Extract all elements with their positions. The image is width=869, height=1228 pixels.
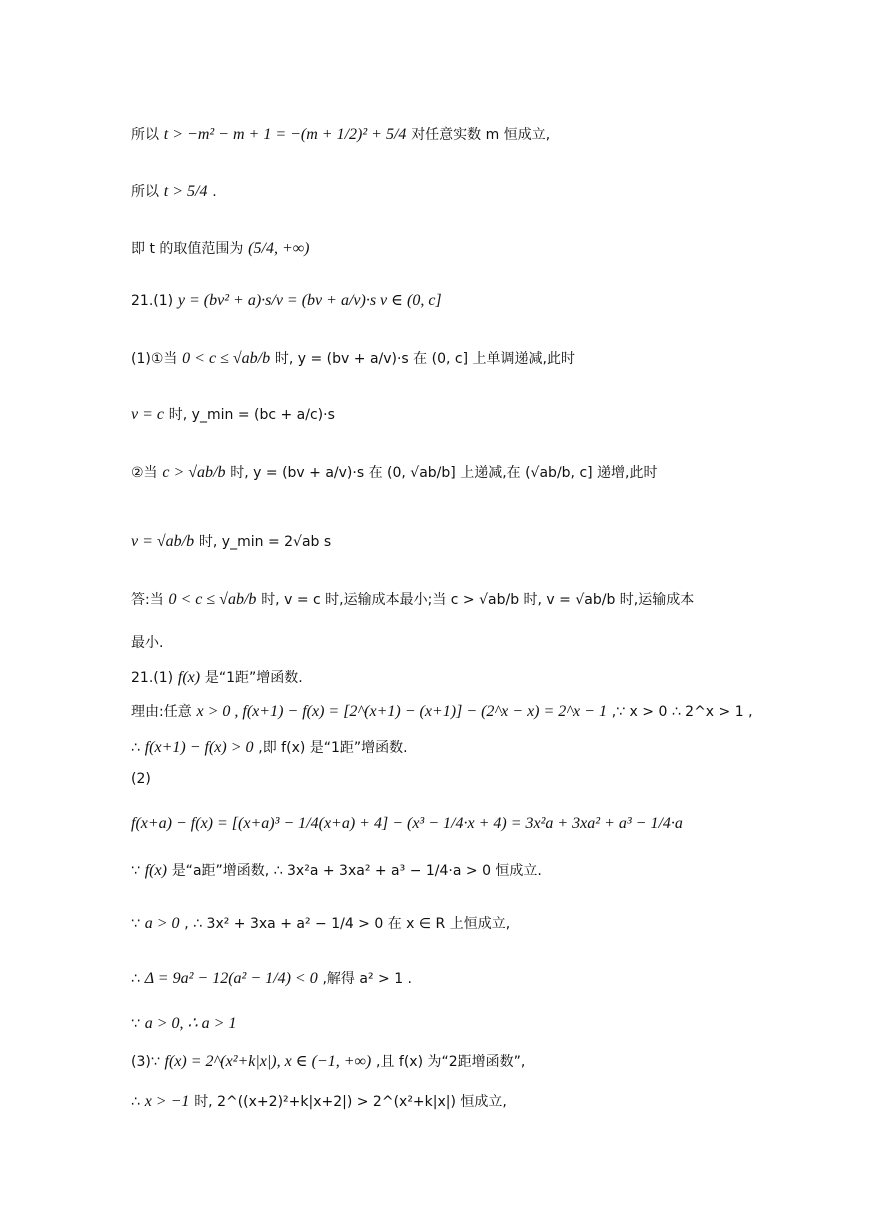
text-line: 即 t 的取值范围为 (5/4, +∞) bbox=[131, 240, 310, 257]
text-line: 答:当 0 < c ≤ √ab/b 时, v = c 时,运输成本最小;当 c > √ab/b 时, v = √ab/b 时,运输成本 bbox=[131, 591, 695, 608]
text-line: ∵ a > 0, ∴ a > 1 bbox=[131, 1015, 237, 1032]
text-line: 理由:任意 x > 0 , f(x+1) − f(x) = [2^(x+1) − (x+1)] − (2^x − x) = 2^x − 1 ,∵ x > 0 ∴ 2^x > 1 , bbox=[131, 703, 753, 720]
text-line: ∵ a > 0 , ∴ 3x² + 3xa + a² − 1/4 > 0 在 x ∈ R 上恒成立, bbox=[131, 915, 511, 932]
text-line: 21.(1) y = (bv² + a)·s/v = (bv + a/v)·s v ∈ (0, c] bbox=[131, 292, 442, 309]
text-line: ∵ f(x) 是“a距”增函数, ∴ 3x²a + 3xa² + a³ − 1/4·a > 0 恒成立. bbox=[131, 862, 542, 879]
text-line: (1)①当 0 < c ≤ √ab/b 时, y = (bv + a/v)·s 在 (0, c] 上单调递减,此时 bbox=[131, 350, 575, 367]
text-line: 所以 t > −m² − m + 1 = −(m + 1/2)² + 5/4 对任意实数 m 恒成立, bbox=[131, 126, 551, 143]
text-line: v = c 时, y_min = (bc + a/c)·s bbox=[131, 406, 335, 423]
text-line: v = √ab/b 时, y_min = 2√ab s bbox=[131, 533, 332, 550]
text-line: ∴ f(x+1) − f(x) > 0 ,即 f(x) 是“1距”增函数. bbox=[131, 739, 408, 756]
text-line: ∴ x > −1 时, 2^((x+2)²+k|x+2|) > 2^(x²+k|x|) 恒成立, bbox=[131, 1093, 507, 1110]
text-line: (2) bbox=[131, 771, 151, 787]
text-line: 最小. bbox=[131, 635, 164, 651]
text-line: 所以 t > 5/4 . bbox=[131, 183, 217, 200]
text-line: 21.(1) f(x) 是“1距”增函数. bbox=[131, 669, 303, 686]
text-line: ②当 c > √ab/b 时, y = (bv + a/v)·s 在 (0, √ab/b] 上递减,在 (√ab/b, c] 递增,此时 bbox=[131, 464, 658, 481]
text-line: (3)∵ f(x) = 2^(x²+k|x|), x ∈ (−1, +∞) ,且 f(x) 为“2距增函数”, bbox=[131, 1053, 526, 1070]
text-line: ∴ Δ = 9a² − 12(a² − 1/4) < 0 ,解得 a² > 1 . bbox=[131, 970, 412, 987]
text-line: f(x+a) − f(x) = [(x+a)³ − 1/4(x+a) + 4] − (x³ − 1/4·x + 4) = 3x²a + 3xa² + a³ − 1/4·a bbox=[131, 815, 683, 832]
